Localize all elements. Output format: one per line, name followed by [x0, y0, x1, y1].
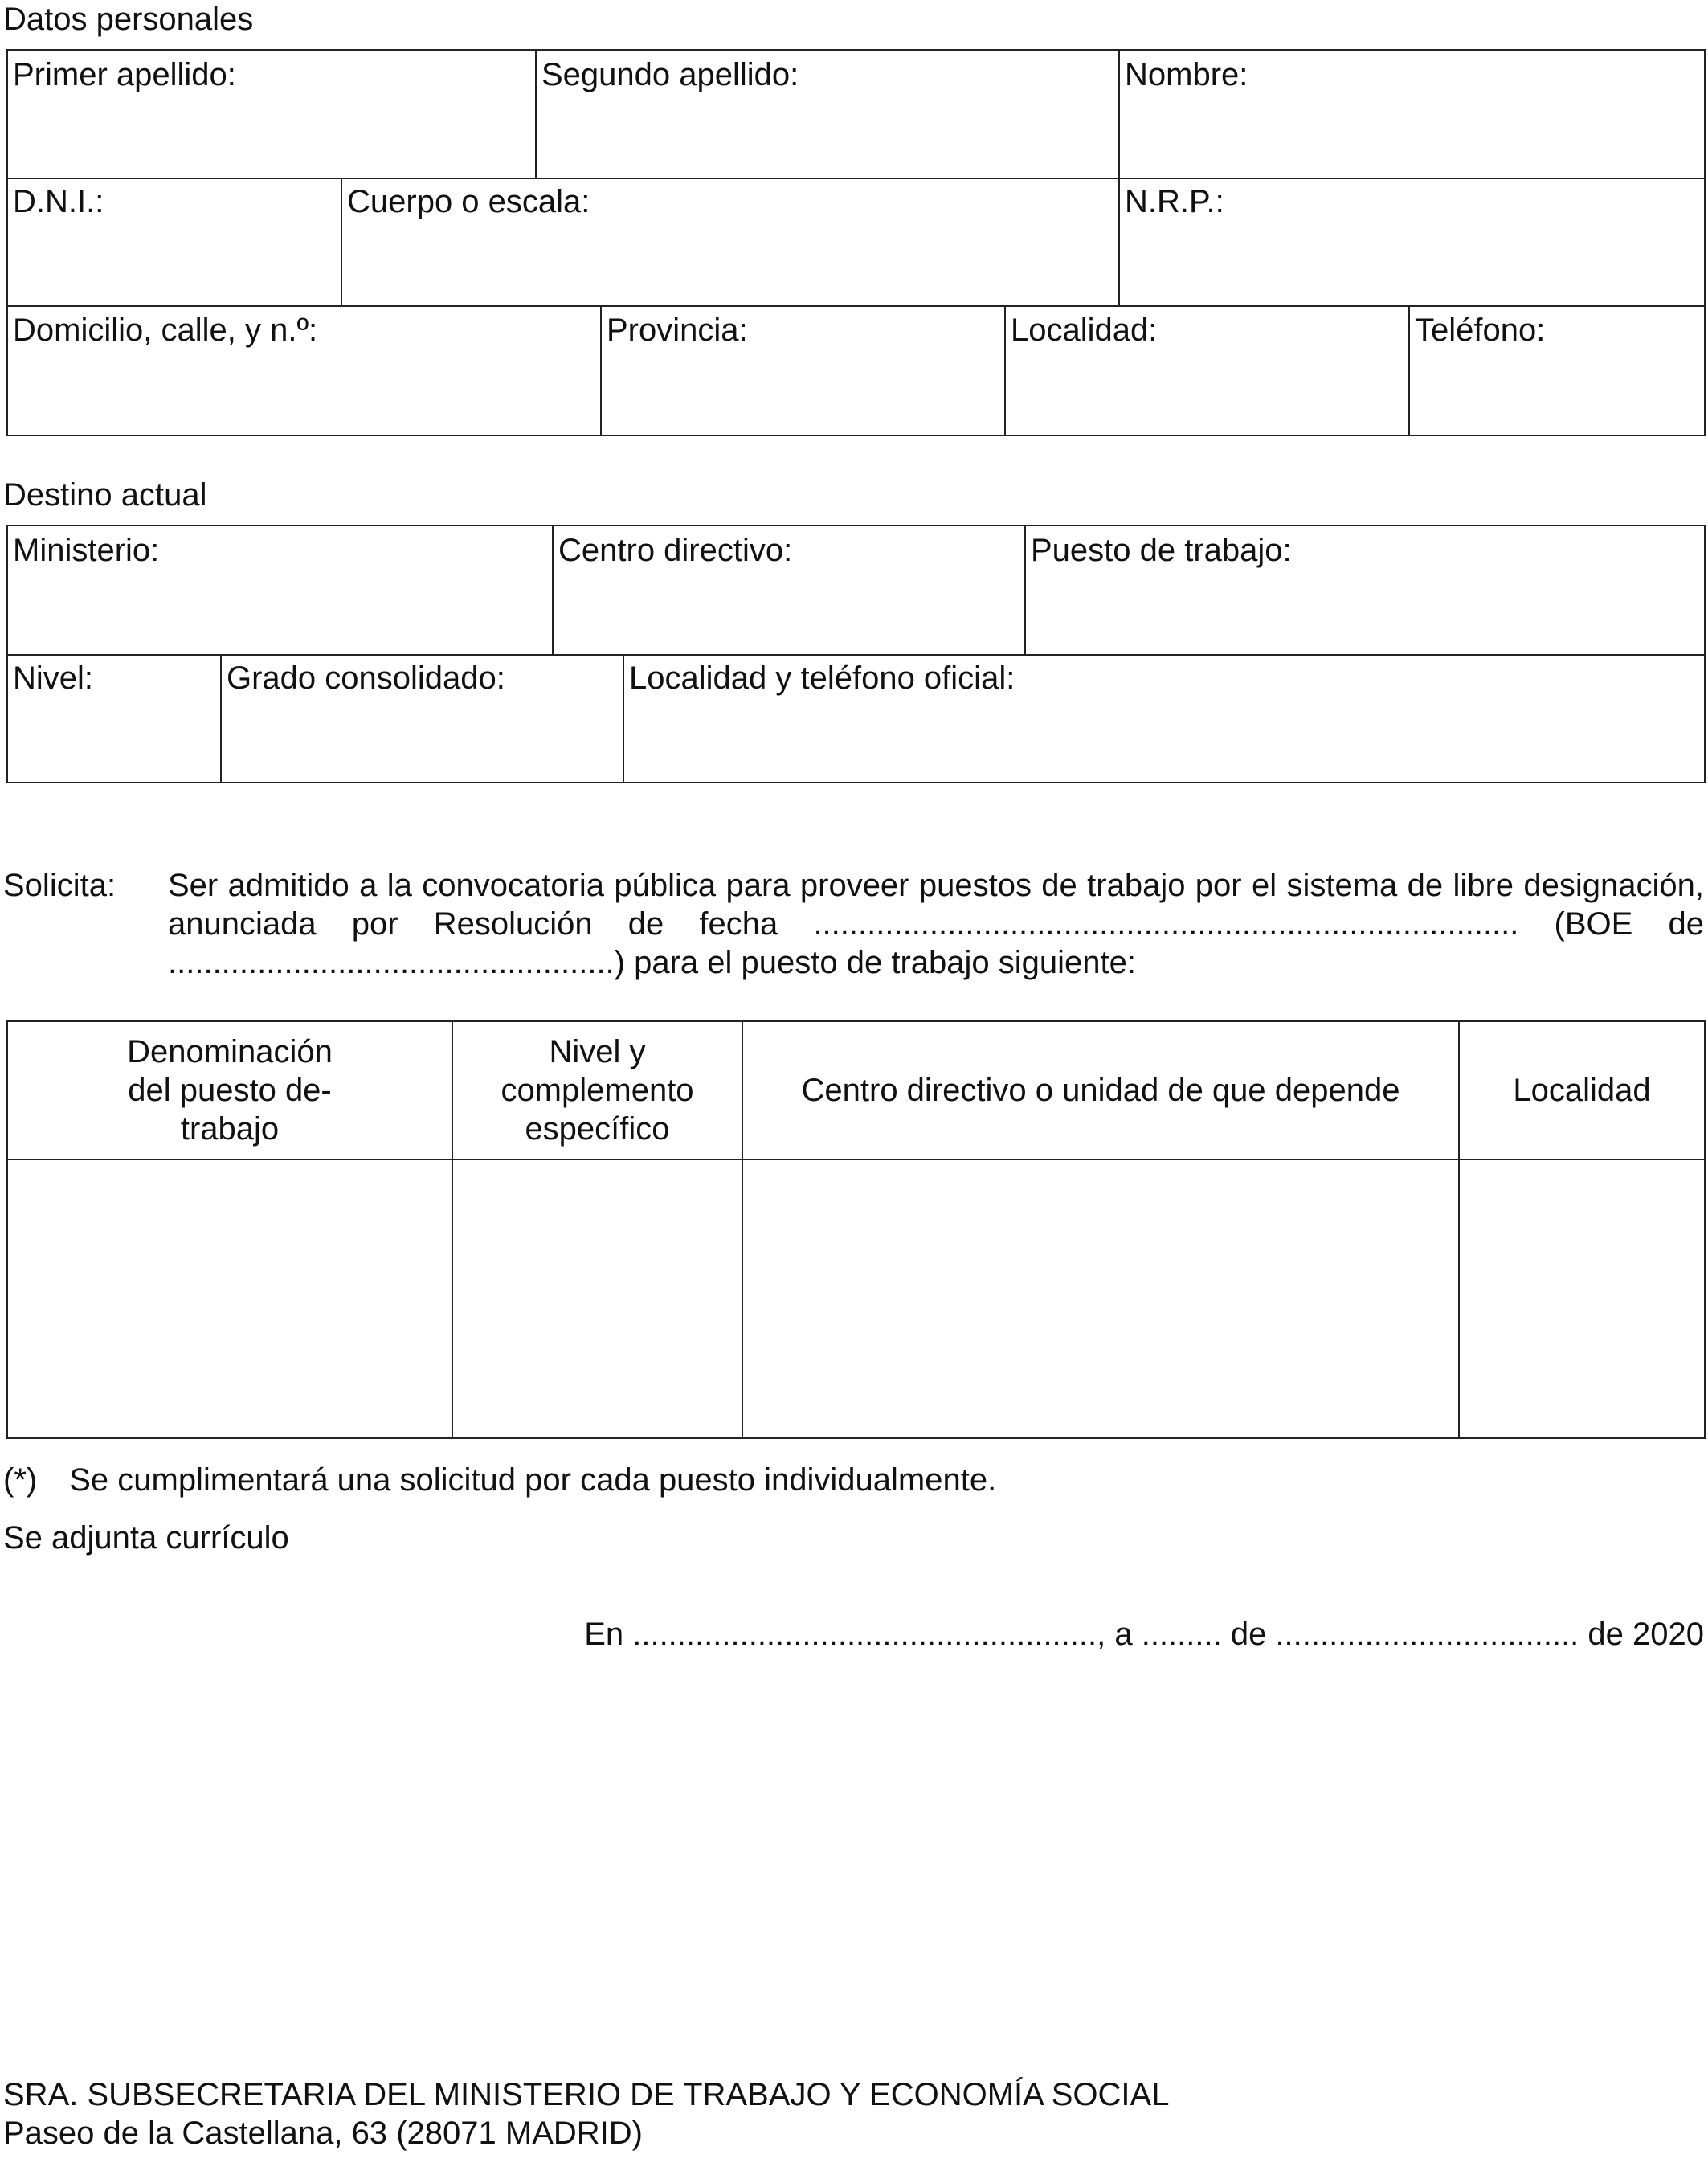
- header-centro-directivo: Centro directivo o unidad de que depende: [742, 1021, 1459, 1159]
- domicilio-field[interactable]: Domicilio, calle, y n.º:: [7, 306, 601, 435]
- nivel-field[interactable]: Nivel:: [7, 654, 221, 783]
- localidad-telefono-oficial-field[interactable]: Localidad y teléfono oficial:: [623, 654, 1705, 783]
- puesto-table: [6, 1020, 1706, 1439]
- grado-consolidado-field[interactable]: Grado consolidado:: [221, 654, 623, 783]
- destino-actual-row-1: [6, 525, 1706, 656]
- cuerpo-escala-field[interactable]: Cuerpo o escala:: [341, 178, 1119, 306]
- puesto-trabajo-field[interactable]: Puesto de trabajo:: [1025, 525, 1705, 655]
- cell-denominacion[interactable]: [7, 1159, 452, 1438]
- cell-centro-directivo[interactable]: [742, 1159, 1459, 1438]
- date-line: En ...................................................., a ......... de .................................. de 2020: [584, 1617, 1704, 1652]
- datos-personales-row-3: [6, 306, 1706, 436]
- header-nivel-text: Nivel y complemento específico: [501, 1034, 694, 1147]
- cell-localidad[interactable]: [1459, 1159, 1705, 1438]
- header-localidad: Localidad: [1459, 1021, 1705, 1159]
- footnote: (*) Se cumplimentará una solicitud por cada puesto individualmente.: [3, 1462, 997, 1498]
- nombre-field[interactable]: Nombre:: [1119, 50, 1705, 178]
- dni-field[interactable]: D.N.I.:: [7, 178, 341, 306]
- centro-directivo-field[interactable]: Centro directivo:: [553, 525, 1025, 655]
- destino-actual-row-2: [6, 654, 1706, 783]
- header-nivel: [452, 1021, 742, 1159]
- header-denominacion-text: Denominación del puesto de-trabajo: [127, 1034, 333, 1147]
- telefono-field[interactable]: Teléfono:: [1409, 306, 1705, 435]
- datos-personales-row-1: [6, 49, 1706, 179]
- localidad-field[interactable]: Localidad:: [1005, 306, 1409, 435]
- nrp-field[interactable]: N.R.P.:: [1119, 178, 1705, 306]
- cell-nivel[interactable]: [452, 1159, 742, 1438]
- datos-personales-row-2: [6, 178, 1706, 307]
- provincia-field[interactable]: Provincia:: [601, 306, 1005, 435]
- primer-apellido-field[interactable]: Primer apellido:: [7, 50, 536, 178]
- solicita-label: Solicita:: [3, 868, 116, 903]
- header-denominacion: [7, 1021, 452, 1159]
- solicita-text: Ser admitido a la convocatoria pública para proveer puestos de trabajo por el sistema de libre designación, anunciada por Resolución de fecha ............................................................................... (BOE de ..................................................) para el puesto de trabajo siguiente:: [168, 868, 1704, 980]
- curriculo-note: Se adjunta currículo: [3, 1520, 289, 1556]
- ministerio-field[interactable]: Ministerio:: [7, 525, 553, 655]
- datos-personales-title: Datos personales: [3, 2, 254, 37]
- addressee-line-1: SRA. SUBSECRETARIA DEL MINISTERIO DE TRABAJO Y ECONOMÍA SOCIAL: [3, 2077, 1170, 2112]
- segundo-apellido-field[interactable]: Segundo apellido:: [536, 50, 1119, 178]
- addressee-line-2: Paseo de la Castellana, 63 (28071 MADRID): [3, 2116, 643, 2151]
- destino-actual-title: Destino actual: [3, 477, 207, 513]
